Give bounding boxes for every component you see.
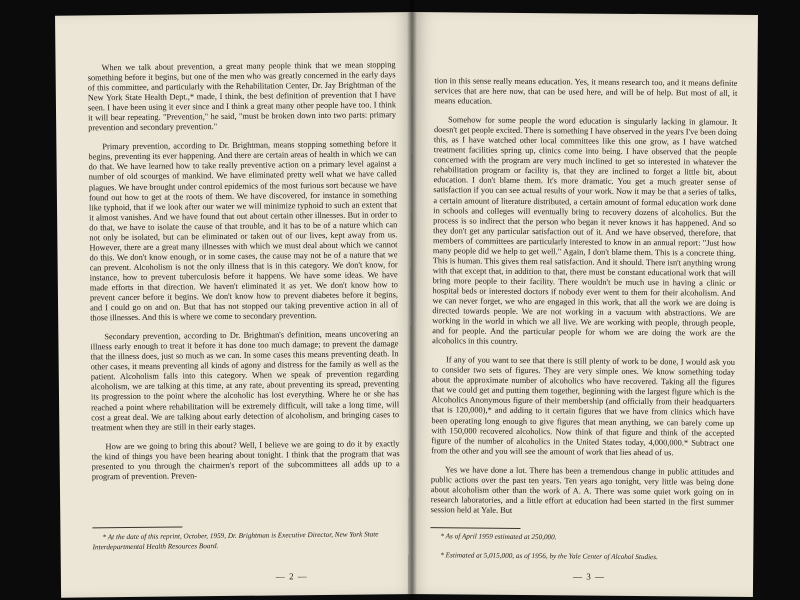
- footnotes: [430, 532, 733, 572]
- right-page: [408, 12, 758, 597]
- footnotes: [92, 530, 400, 561]
- paragraph: If any of you want to see that there is still plenty of work to be done, I would ask you to consider two sets of figures. They are very simple ones. We know something today about the approximate number of alcoholics who have recovered. Taking all the figures that we could get and putting them together, beginning with the largest figure which is the Alcoholics Anonymous figure of their membership (and officially from their headquarters that is 120,000),* and adding to it certain figures that we have from clinics which have been operating long enough to give figures that mean anything, we can barely come up with 150,000 recovered alcoholics. Now think of that figure and think of the accepted figure of the number of alcoholics in the United States today, 4,000,000.* Subtract one from the other and you will see the amount of work that lies ahead of us.: [431, 355, 735, 457]
- left-page-body: [88, 60, 400, 491]
- left-page: [55, 12, 419, 598]
- footnote: * At the date of this reprint, October, 1959, Dr. Brightman is Executive Director, New York State Interdepartmental Health Resources Board.: [92, 530, 379, 551]
- footnote-rule: [92, 526, 182, 528]
- paragraph: Yes we have done a lot. There has been a tremendous change in public attitudes and public actions over the past ten years. Ten years ago tonight, very little was being done about alcoholism other than the work of A. A. There was some quiet work going on in research laboratories, and a little effort at education had been started in the first summer session held at Yale. But: [430, 464, 735, 515]
- paragraph: How are we going to bring this about? Well, I believe we are going to do it by exactly the kind of things you have been hearing about tonight. I think that the program that was presented to you through the chairmen's report of the subcommittees all adds up to a program of prevention. Preven-: [91, 438, 400, 482]
- footnote: * Estimated at 5,015,000, as of 1956, by the Yale Center of Alcohol Studies.: [440, 550, 658, 561]
- page-number: — 3 —: [573, 571, 606, 582]
- paragraph: Primary prevention, according to Dr. Brightman, means stopping something before it begins, preventing its ever happening. And there are certain areas of health in which we can do that. We have learned how to take really preventive action on a primary level against a number of old scourges of mankind. We have eliminated pretty well what we have called plagues. We have brought under control epidemics of the most furious sort because we have found out how to get at the roots of them. We have discovered, for instance in something like typhoid, that if we look after our water we will minimize typhoid to such an extent that it almost vanishes. And we have found that out about certain other illnesses. But in order to do that, we have to isolate the cause of that trouble, and it has to be of a nature which can not only be isolated, but can be eliminated or taken out of our lives, kept away from us. However, there are a great many illnesses with which we must deal about which we cannot do this. We don't know enough, or in some cases, the cause may not be of a nature that we can prevent. Alcoholism is not the only illness that is in this category. We don't know, for instance, how to prevent tuberculosis before it happens. We have some ideas. We have made efforts in that direction. We haven't eliminated it as yet. We don't know how to prevent cancer before it begins. We don't know how to prevent diabetes before it begins, and I could go on and on. But that has not stopped our taking preventive action in all of those illnesses. And this is where we come to secondary prevention.: [88, 139, 399, 323]
- paragraph: tion in this sense really means education. Yes, it means research too, and it means definite services that are here now, that can be used here, and will be of help. But most of all, it means education.: [434, 76, 738, 106]
- footnote: * As of April 1959 estimated at 250,000.: [440, 532, 557, 542]
- paragraph: Somehow for some people the word education is singularly lacking in glamour. It doesn't get people excited. There is something I have observed in the years I've been doing this, as I have watched other local committees like this one grow, as I have watched treatment facilities spring up, clinics come into being. I have observed that the people concerned with the program are very much inclined to get so interested in whatever the rehabilitation program or facility is, that they are inclined to forget a little bit, about education. I don't blame them. It's more dramatic. You get a much greater sense of satisfaction if you can see actual results of your work. Now it may be that a series of talks, a certain amount of literature distributed, a certain amount of formal education work done in schools and colleges will eventually bring to recovery dozens of alcoholics. But the process is so indirect that the person who began it never knows it has happened. And so they don't get any particular satisfaction out of it. And we have observed, therefore, that members of committees are particularly interested to know in an annual report: "Just how many people did we help to get well." Again, I don't blame them. This is a concrete thing. This is human. This gives them real satisfaction. And it should. There isn't anything wrong with that except that, in addition to that, there must be constant educational work that will bring more people to their facility. There wouldn't be much use in having a clinic or hospital beds or interested doctors if nobody ever went to them for their alcoholism. And we can never forget, we who are engaged in this work, that all the work we are doing is directed towards people. We are not working in a vacuum with abstractions. We are working in the world in which we all live. We are working with people, through people, and for people. And the particular people for whom we are doing the work are the alcoholics in this country.: [432, 115, 738, 347]
- paragraph: Secondary prevention, according to Dr. Brightman's definition, means uncovering an illness early enough to treat it before it has done too much damage; to prevent the damage that the illness does, just so much as we can. In some cases this means preventing death. In other cases, it means preventing all kinds of agony and distress for the family as well as the patient. Alcoholism falls into this category. When we speak of prevention regarding alcoholism, we are talking at this time, at any rate, about preventing its spread, preventing its progression to the point where the alcoholic has lost everything. Where he or she has reached a point where rehabilitation will be extremely difficult, will take a long time, will cost a great deal. We are talking about early detection of alcoholism, and bringing cases to treatment when they are still in their early stages.: [90, 329, 400, 432]
- footnote-rule: [430, 527, 520, 529]
- paragraph: When we talk about prevention, a great many people think that we mean stopping something before it begins, but one of the men who was greatly concerned in the early days of this committee, and particularly with the Rehabilitation Center, Dr. Jay Brightman of the New York State Health Dept.,* made, I think, the best definition of prevention that I have seen. I have been using it ever since and I think a great many other people have too. I think it will bear repeating. "Prevention," he said, "must be broken down into two parts: primary prevention and secondary prevention.": [87, 60, 397, 133]
- book-spine-shadow: [407, 0, 417, 600]
- page-number: — 2 —: [275, 571, 308, 582]
- right-page-body: [431, 76, 738, 527]
